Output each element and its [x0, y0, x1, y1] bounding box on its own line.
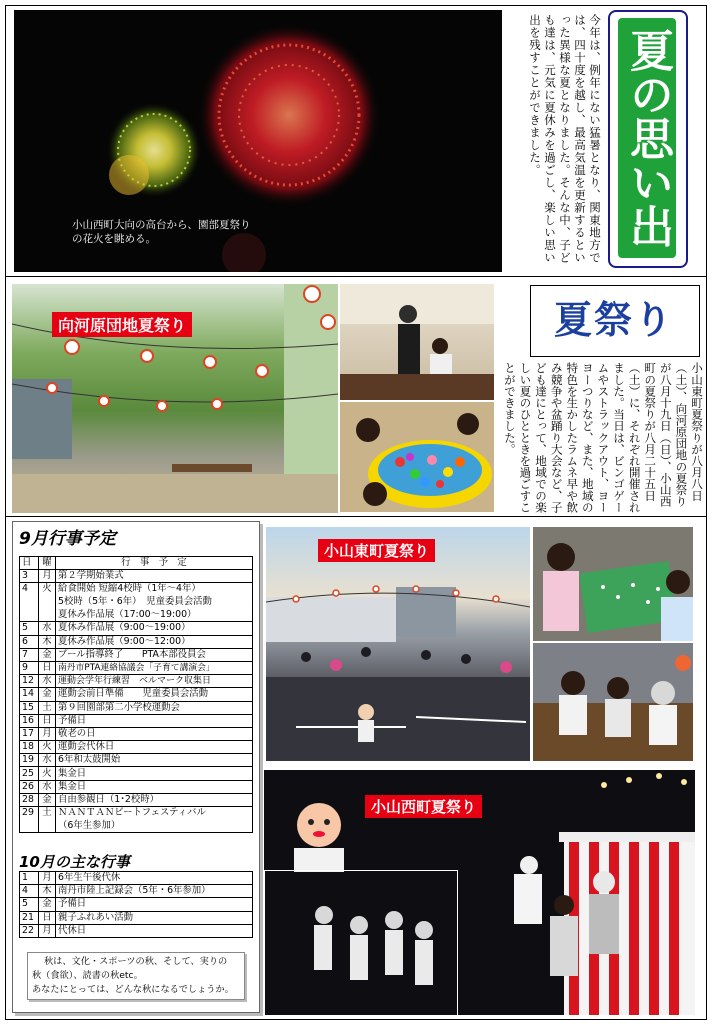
title-box [608, 10, 688, 268]
event: 運動会学年行練習 ベルマーク収集日 [56, 675, 253, 688]
game-photo [533, 527, 693, 641]
weekday: 水 [39, 675, 56, 688]
matsuri-article: 小山東町夏祭りが八月八日（土）、向河原団地の夏祭りが八月十九日（日）、小山西町の夏祭りが八月二十五日（土）に、それぞれ開催されました。当日は、ビンゴゲームやストラックアウト、ヨーヨーつりなど、また、地域の特色を生かしたラムネ早や飲み競争や盆踊り大会など、子ども達にとって、地域での楽しい夏のひとときを過ごすことができました。 [502, 362, 704, 513]
day: 22 [20, 924, 39, 937]
weekday: 日 [39, 911, 56, 924]
event-line: （6年生参加） [58, 819, 121, 831]
event-line: 夏休み作品展（17:00～19:00） [58, 608, 197, 620]
event: 集金日 [56, 767, 253, 780]
yoyo-photo [340, 402, 494, 512]
event: 第２学期始業式 [56, 570, 253, 583]
day: 25 [20, 767, 39, 780]
weekday: 日 [39, 661, 56, 674]
schedule-table [19, 556, 253, 833]
fireworks-caption: 小山西町大向の高台から、園部夏祭り の花火を眺める。 [72, 219, 251, 245]
parking-lot-illustration [266, 527, 530, 761]
day: 28 [20, 793, 39, 806]
event: 南丹市陸上記録会（5年・6年参加） [56, 885, 253, 898]
event-line: ＮＡＮＴＡＮビートフェスティバル [58, 807, 206, 819]
page-title: 夏の思い出 [618, 18, 676, 258]
event: 予備日 [56, 714, 253, 727]
event: 自由参観日（1･2校時） [56, 793, 253, 806]
weekday: 土 [39, 701, 56, 714]
schedule-title: 9月行事予定 [19, 529, 116, 549]
event: 6年生午後代休 [56, 872, 253, 885]
weekday: 金 [39, 688, 56, 701]
day: 4 [20, 885, 39, 898]
event: 敬老の日 [56, 727, 253, 740]
day: 29 [20, 807, 39, 833]
ramune-photo [533, 643, 693, 761]
bingo-photo [340, 284, 494, 400]
event [56, 583, 253, 622]
event [56, 807, 253, 833]
intro-text: 今年は、例年にない猛暑となり、関東地方では、四十度を越し、最高気温を更新するといった異様な夏となりました。そんな中、子ども達は、元気に夏休みを過ごし、楽しい思い出を残すことができました。 [528, 14, 602, 264]
schedule-table-wrap [19, 556, 253, 833]
note-line: あなたにとっては、どんな秋になるでしょうか。 [32, 984, 234, 995]
october-table [19, 871, 253, 938]
weekday: 月 [39, 570, 56, 583]
yoyo-pool-illustration [340, 402, 494, 512]
day: 5 [20, 622, 39, 635]
event: 夏休み作品展（9:00～12:00） [56, 635, 253, 648]
divider-middle [5, 516, 707, 517]
day: 9 [20, 661, 39, 674]
day: 3 [20, 570, 39, 583]
weekday: 金 [39, 898, 56, 911]
weekday: 月 [39, 872, 56, 885]
bingo-illustration [340, 284, 494, 400]
nishi-banner: 小山西町夏祭り [365, 795, 482, 818]
matsuri-heading-box [530, 285, 700, 357]
nishi-inset-frame [264, 870, 458, 1015]
mukaigawara-photo [12, 284, 338, 513]
event: 集金日 [56, 780, 253, 793]
event-line: 給食開始 短縮4校時（1年～4年） [58, 583, 201, 595]
event: プール指導終了 PTA本部役員会 [56, 648, 253, 661]
weekday: 火 [39, 583, 56, 622]
day: 19 [20, 754, 39, 767]
event: 運動会前日準備 児童委員会活動 [56, 688, 253, 701]
day: 7 [20, 648, 39, 661]
divider-top [5, 276, 707, 277]
october-table-wrap [19, 871, 253, 938]
day: 4 [20, 583, 39, 622]
event: 予備日 [56, 898, 253, 911]
event: 代休日 [56, 924, 253, 937]
day: 5 [20, 898, 39, 911]
day: 21 [20, 911, 39, 924]
schedule-panel [12, 521, 260, 1013]
nishi-photo [264, 770, 695, 1015]
mukaigawara-banner: 向河原団地夏祭り [52, 312, 192, 337]
weekday: 金 [39, 648, 56, 661]
fireworks-photo [14, 10, 502, 272]
weekday: 金 [39, 793, 56, 806]
event: 運動会代休日 [56, 741, 253, 754]
weekday: 月 [39, 924, 56, 937]
event: 夏休み作品展（9:00～19:00） [56, 622, 253, 635]
weekday: 火 [39, 767, 56, 780]
weekday: 火 [39, 741, 56, 754]
event: 6年和太鼓開始 [56, 754, 253, 767]
game-table-illustration [533, 527, 693, 641]
day: 15 [20, 701, 39, 714]
note-line: 秋は、文化・スポーツの秋、そして、実りの [44, 956, 228, 967]
weekday: 日 [39, 714, 56, 727]
day: 17 [20, 727, 39, 740]
day: 12 [20, 675, 39, 688]
weekday: 月 [39, 727, 56, 740]
weekday: 木 [39, 635, 56, 648]
weekday: 土 [39, 807, 56, 833]
col-event-header: 行 事 予 定 [56, 557, 253, 570]
event: 親子ふれあい活動 [56, 911, 253, 924]
day: 1 [20, 872, 39, 885]
higashi-photo [266, 527, 530, 761]
autumn-note [27, 952, 245, 1000]
day: 14 [20, 688, 39, 701]
event: 南丹市PTA連絡協議会「子育て講演会」 [56, 661, 253, 674]
weekday: 水 [39, 754, 56, 767]
day: 18 [20, 741, 39, 754]
higashi-banner: 小山東町夏祭り [318, 539, 435, 562]
day: 16 [20, 714, 39, 727]
day: 26 [20, 780, 39, 793]
note-line: 秋（食欲）、読書の秋etc。 [32, 970, 143, 981]
ramune-illustration [533, 643, 693, 761]
weekday: 水 [39, 780, 56, 793]
day: 6 [20, 635, 39, 648]
weekday: 水 [39, 622, 56, 635]
matsuri-heading: 夏祭り [553, 298, 674, 342]
col-day-header: 日 [20, 557, 39, 570]
event-line: 5校時（5年・6年） 児童委員会活動 [58, 596, 212, 608]
weekday: 木 [39, 885, 56, 898]
october-title: 10月の主な行事 [19, 853, 130, 871]
event: 第９回園部第二小学校運動会 [56, 701, 253, 714]
col-week-header: 曜 [39, 557, 56, 570]
